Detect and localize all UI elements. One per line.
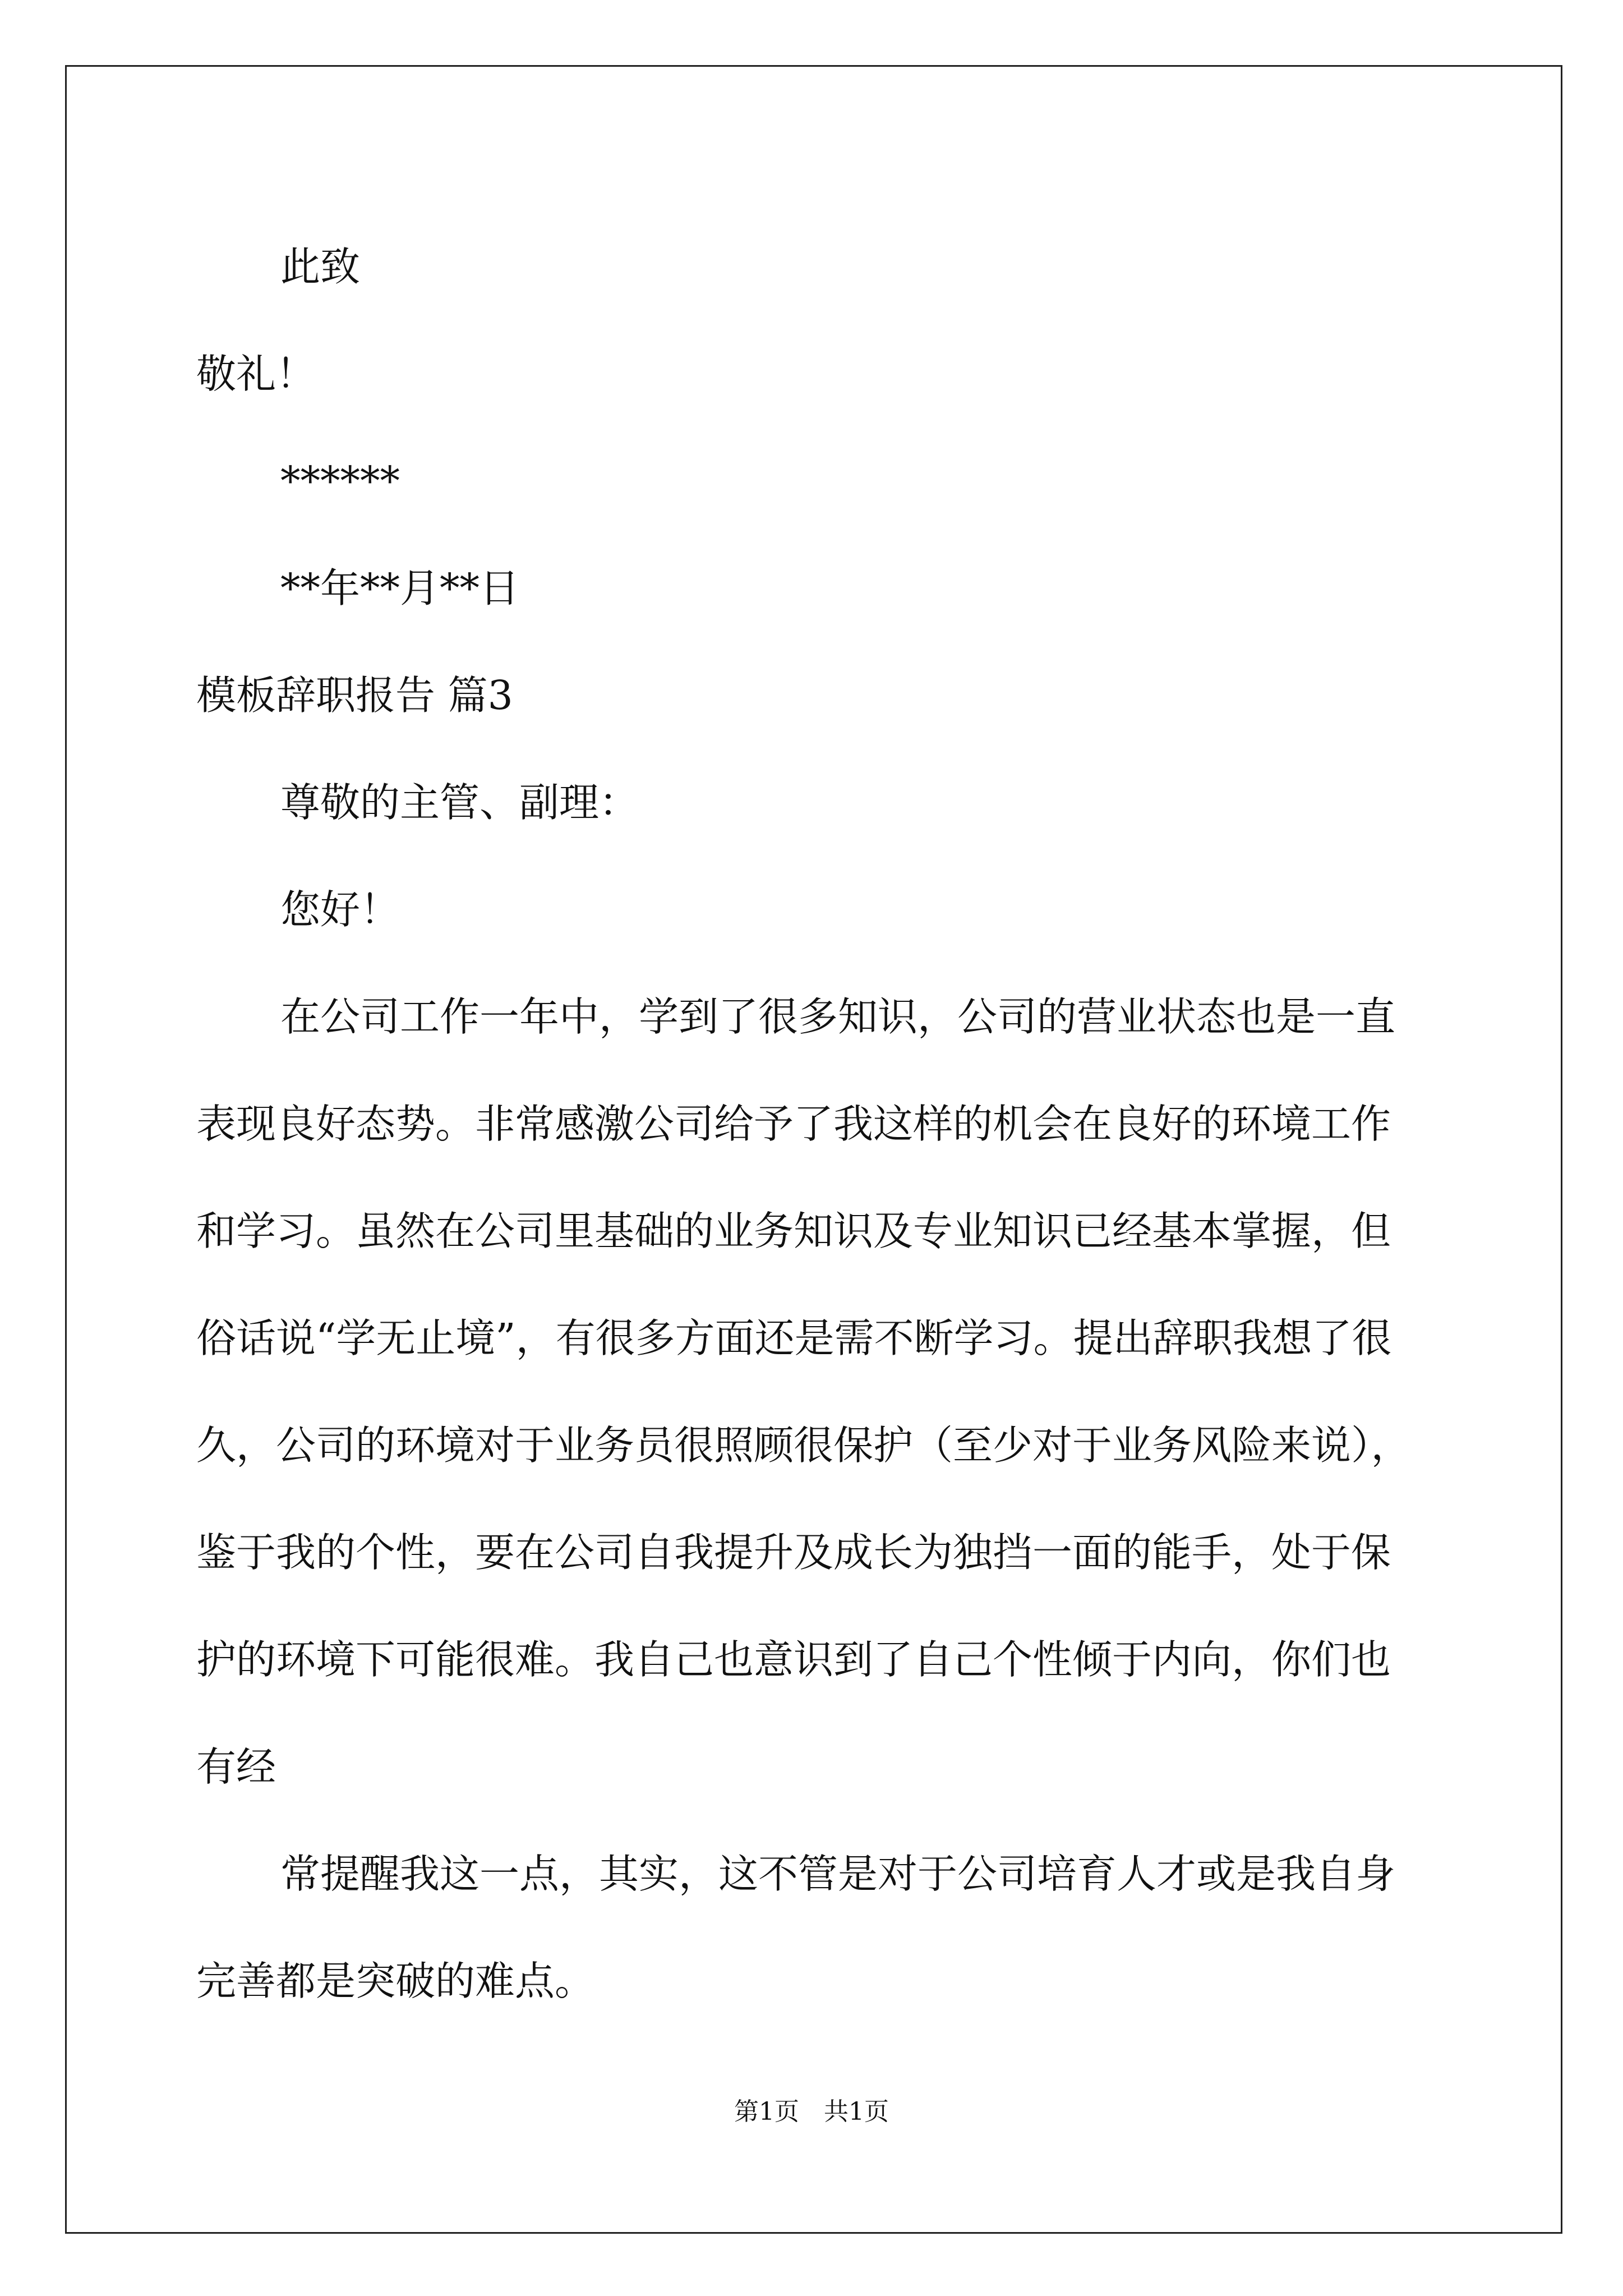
page-footer: 第1页 共1页 <box>734 2097 889 2126</box>
document-body <box>196 213 1430 2035</box>
signature-date: **年**月**日 <box>280 565 520 611</box>
letter-addressee: 尊敬的主管、副理： <box>280 779 639 826</box>
letter-greeting: 您好！ <box>280 886 400 933</box>
closing-regards: 敬礼！ <box>196 351 316 397</box>
body-paragraph: 在公司工作一年中，学到了很多知识，公司的营业状态也是一直表现良好态势。非常感激公司给予了我这样的机会在良好的环境工作和学习。虽然在公司里基础的业务知识及专业知识已经基本掌握，但俗话说“学无止境”，有很多方面还是需不断学习。提出辞职我想了很久，公司的环境对于业务员很照顾很保护（至少对于业务风险来说），鉴于我的个性，要在公司自我提升及成长为独挡一面的能手，处于保护的环境下可能很难。我自己也意识到了自己个性倾于内向，你们也有经 <box>196 993 1411 1790</box>
signature-name: ****** <box>280 458 400 504</box>
body-paragraph: 常提醒我这一点，其实，这不管是对于公司培育人才或是我自身完善都是突破的难点。 <box>196 1851 1396 2004</box>
section-heading: 模板辞职报告 篇3 <box>196 672 513 719</box>
closing-salutation: 此致 <box>280 243 361 290</box>
